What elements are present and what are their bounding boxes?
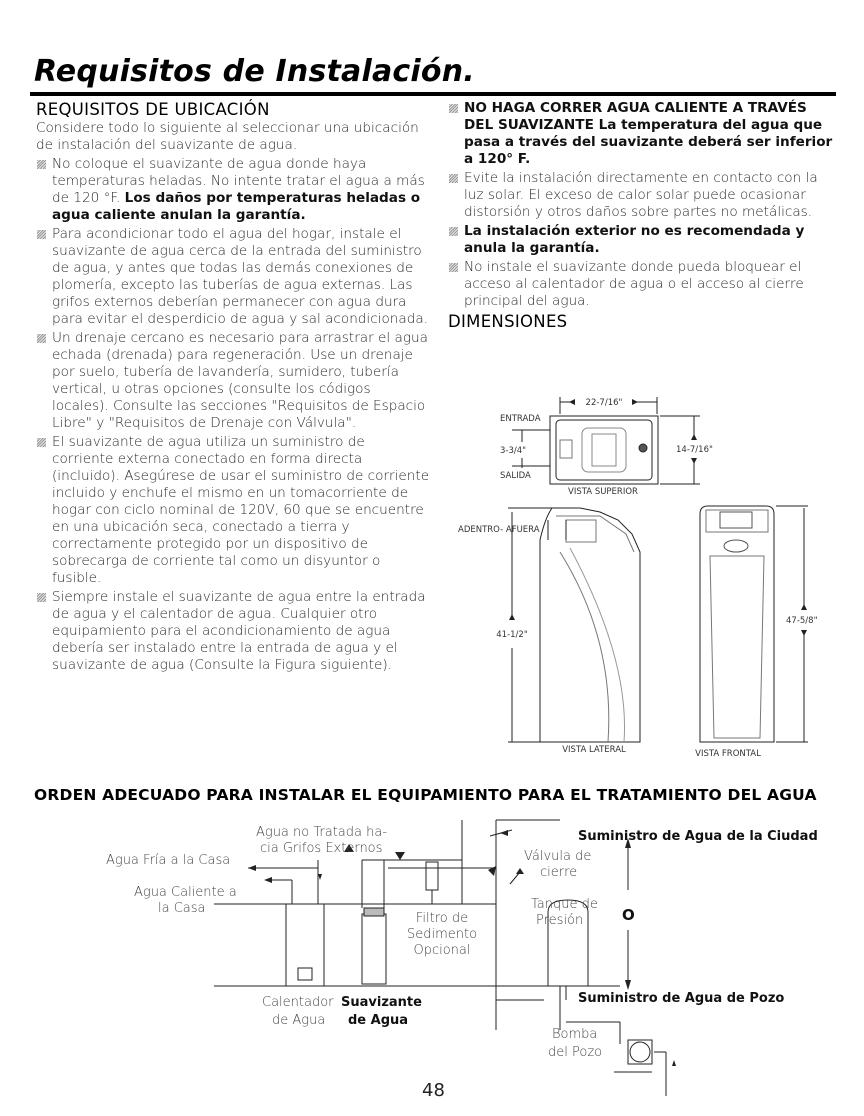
front-view-caption: VISTA FRONTAL [695,749,761,759]
label-softener-1: Suavizante [341,995,422,1010]
location-intro: Considere todo lo siguiente al seleccionar una ubicación de instalación del suavizante de agua. [36,120,419,153]
label-cold-water: Agua Fría a la Casa [106,853,231,868]
page-title: Requisitos de Instalación. [34,54,475,89]
label-city-supply: Suministro de Agua de la Ciudad [578,829,818,844]
label-tank-2: Presión [536,913,584,928]
top-view-drawing [512,397,700,484]
dim-top-depth: 14-7/16" [676,445,713,455]
label-softener-2: de Agua [348,1013,409,1028]
list-item: Siempre instale el suavizante de agua entre la entrada de agua y el calentador de agua. Cualquier otro equipamiento para el acondicionamiento de agua debería ser instalado entre la entrada de agua y el suavizante de agua (Consulte la Figura siguiente). [36,589,430,674]
dim-entrada-label: ENTRADA [500,414,541,424]
list-item: Evite la instalación directamente en contacto con la luz solar. El exceso de calor solar puede ocasionar distorsión y otros daños sobre partes no metálicas. [448,170,840,221]
label-untreated-2: cia Grifos Externos [260,841,383,856]
dim-inlet-offset: 3-3/4" [500,446,527,456]
label-pump-1: Bomba [552,1027,598,1042]
dimensions-heading: DIMENSIONES [448,312,568,331]
list-item: Para acondicionar todo el agua del hogar, instale el suavizante de agua cerca de la entrada del suministro de agua, y antes que todas las demás conexiones de plomería, excepto las tuberías de agua externas. Las grifos externos deberían permanecer con agua dura para evitar el desperdicio de agua y sal acondicionada. [36,226,430,328]
dim-in-out: ADENTRO- AFUERA [458,525,540,535]
label-untreated-1: Agua no Tratada ha- [256,825,388,840]
list-item: No instale el suavizante donde pueda bloquear el acceso al calentador de agua o el acceso al cierre principal del agua. [448,259,840,310]
label-hot-water-2: la Casa [158,901,206,916]
order-heading: ORDEN ADECUADO PARA INSTALAR EL EQUIPAMIENTO PARA EL TRATAMIENTO DEL AGUA [34,786,817,804]
list-item: La instalación exterior no es recomendada y anula la garantía. [448,223,840,257]
label-valve-1: Válvula de [524,849,592,864]
label-or: O [622,906,635,924]
dim-top-width: 22-7/16" [585,398,623,408]
label-pump-2: del Pozo [548,1045,603,1060]
label-heater-1: Calentador [262,995,334,1010]
label-tank-1: Tanque de [531,897,598,912]
side-view-drawing [508,508,640,742]
location-heading: REQUISITOS DE UBICACIÓN [36,100,270,119]
list-item: NO HAGA CORRER AGUA CALIENTE A TRAVÉS DEL SUAVIZANTE La temperatura del agua que pasa a través del suavizante deberá ser inferior a 120° F. [448,100,840,168]
dim-front-height: 47-5/8" [786,616,818,626]
label-heater-2: de Agua [272,1013,326,1028]
dim-side-height: 41-1/2" [496,630,528,640]
label-filter-3: Opcional [413,943,471,958]
label-filter-1: Filtro de [415,911,469,926]
side-view-caption: VISTA LATERAL [562,745,626,755]
list-item: Un drenaje cercano es necesario para arrastrar el agua echada (drenada) para regeneración. Use un drenaje por suelo, tubería de lavandería, sumidero, tubería vertical, u otras opciones (consulte los códigos locales). Consulte las secciones "Requisitos de Espacio Libre" y "Requisitos de Drenaje con Válvula". [36,330,430,432]
page-number: 48 [422,1080,445,1101]
list-item: El suavizante de agua utiliza un suministro de corriente externa conectado en forma directa (incluido). Asegúrese de usar el suministro de corriente incluido y enchufe el mismo en un tomacorriente de hogar con ciclo nominal de 120V, 60 que se encuentre en una ubicación seca, conectado a tierra y correctamente protegido por un dispositivo de sobrecarga de corriente tal como un disyuntor o fusible. [36,434,430,587]
label-well-supply: Suministro de Agua de Pozo [578,991,785,1006]
dim-salida-label: SALIDA [500,471,531,481]
label-hot-water-1: Agua Caliente a [134,885,237,900]
list-item: No coloque el suavizante de agua donde haya temperaturas heladas. No intente tratar el agua a más de 120 °F. Los daños por temperaturas heladas o agua caliente anulan la garantía. [36,156,430,224]
top-view-caption: VISTA SUPERIOR [568,487,638,497]
label-filter-2: Sedimento [406,927,478,942]
label-valve-2: cierre [540,865,578,880]
